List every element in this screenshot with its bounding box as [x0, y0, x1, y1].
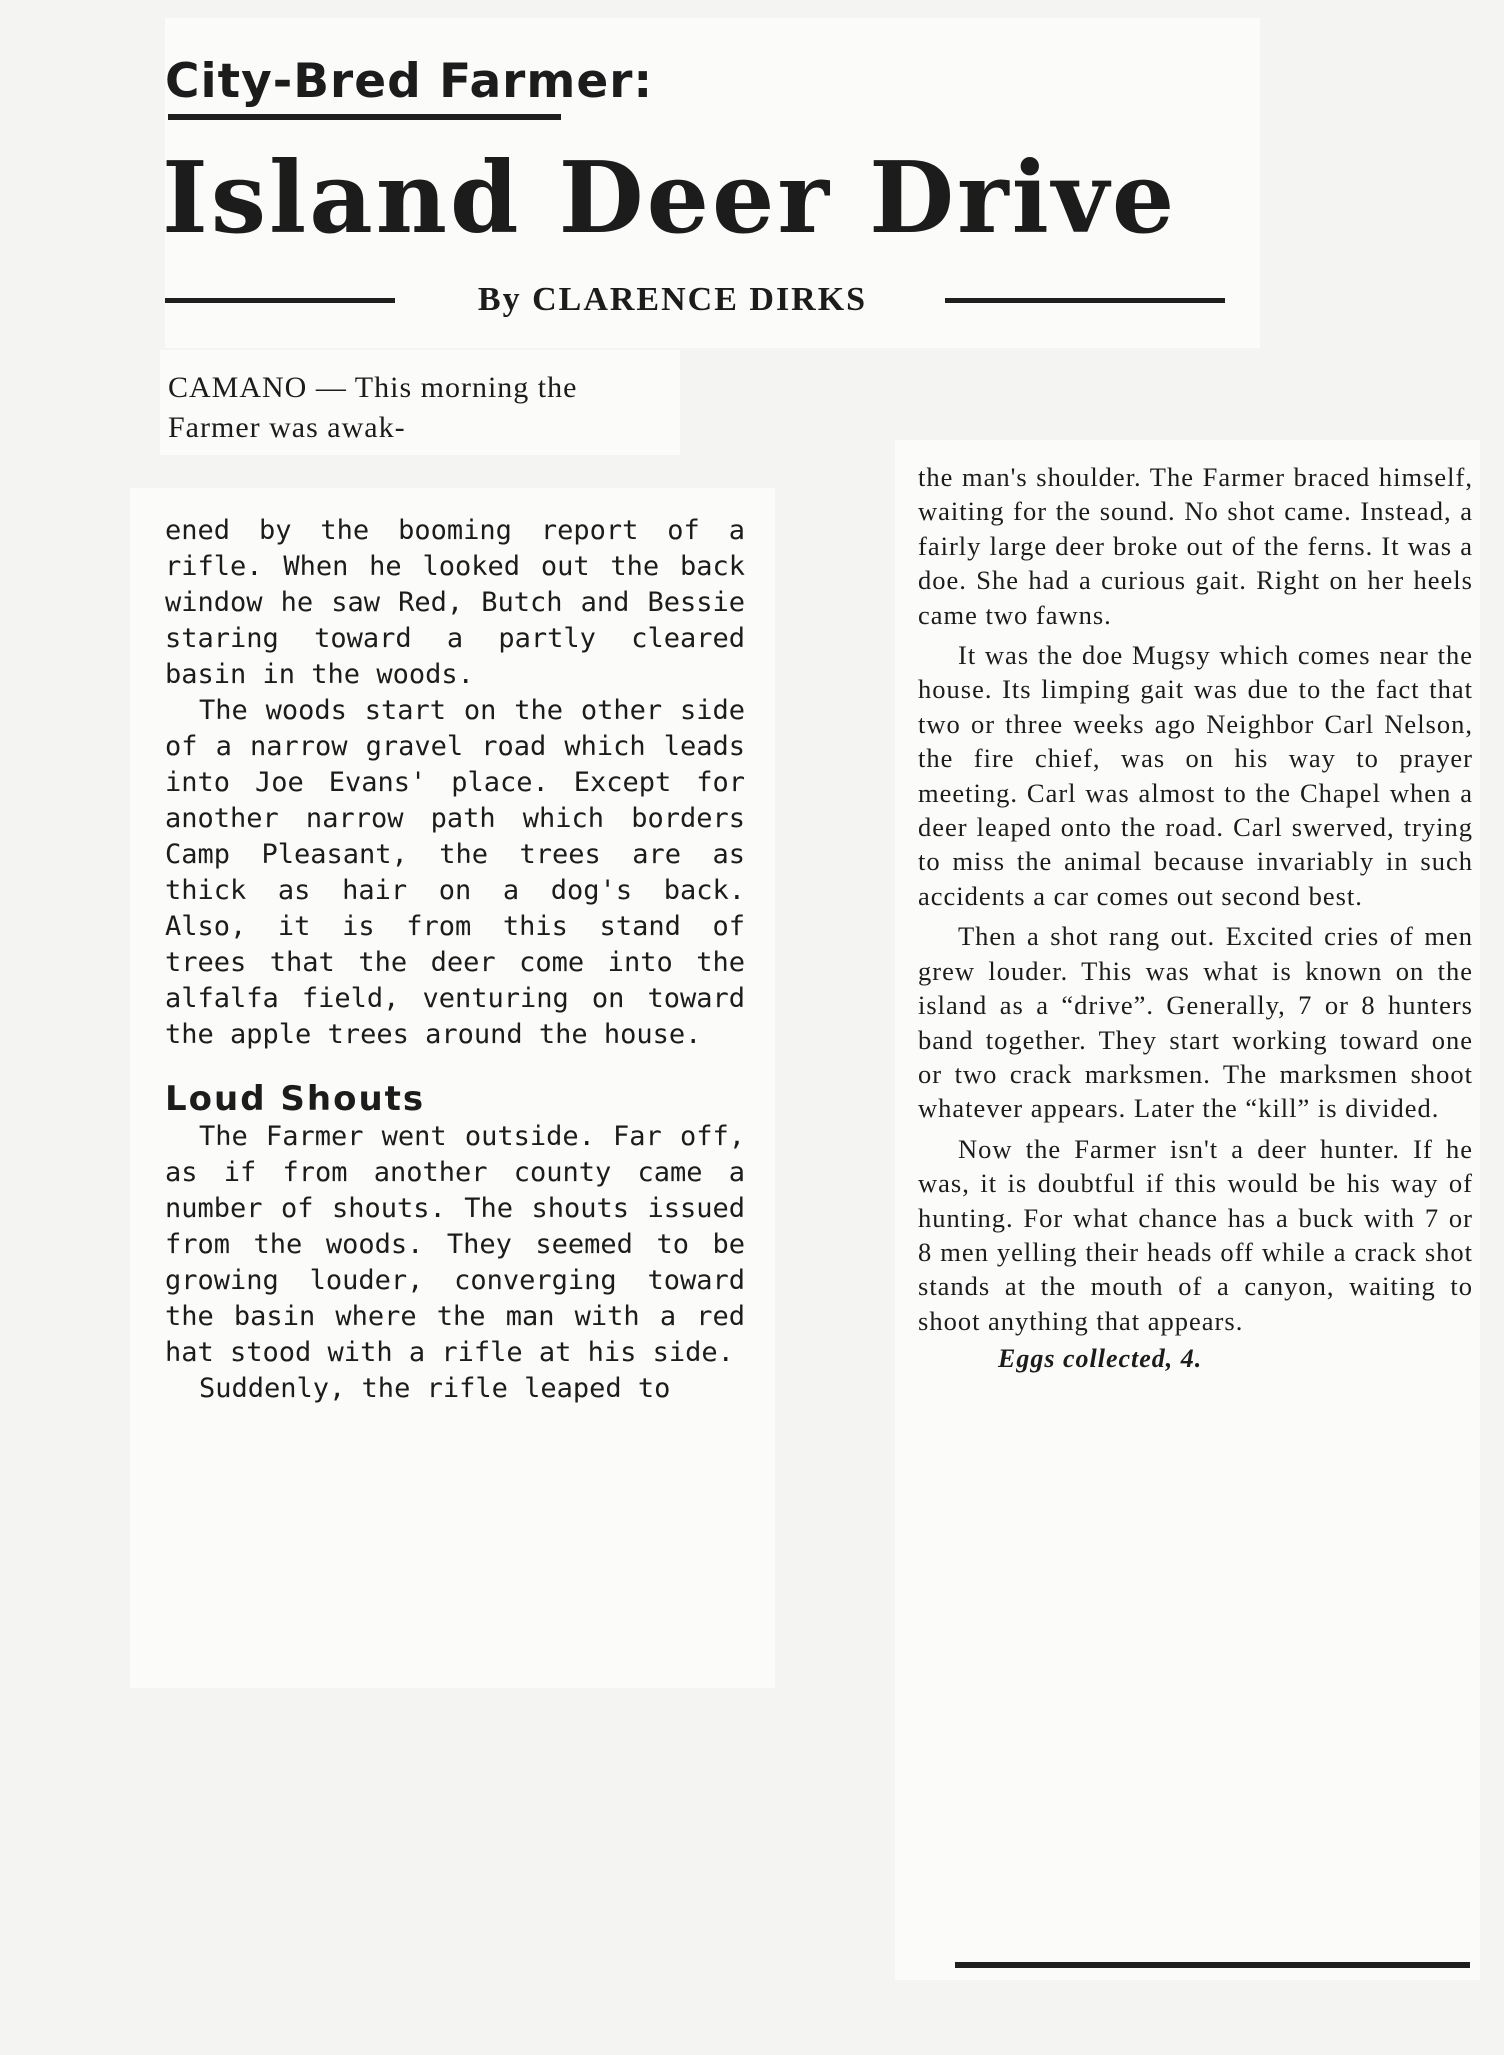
- left-paragraph-2: The woods start on the other side of a narrow gravel road which leads into Joe Evans' place. Except for another narrow path which borders Camp Pleasant, the trees are as thick as hair on a dog's back. Also, it is from this stand of trees that the deer come into the alfalfa field, venturing on toward the apple trees around the house.: [165, 695, 745, 1050]
- signoff: Eggs collected, 4.: [998, 1344, 1203, 1374]
- right-paragraph-3: Then a shot rang out. Excited cries of men grew louder. This was what is known on the island as a “drive”. Generally, 7 or 8 hunters band together. They start working toward one or two crack marksmen. The marksmen shoot whatever appears. Later the “kill” is divided.: [918, 921, 1473, 1124]
- byline-text: By CLARENCE DIRKS: [477, 281, 868, 318]
- byline: [165, 280, 1225, 320]
- end-rule: [955, 1962, 1470, 1968]
- kicker-underline: [168, 114, 561, 120]
- left-paragraph-4: Suddenly, the rifle leaped to: [199, 1373, 671, 1404]
- right-paragraph-4: Now the Farmer isn't a deer hunter. If he was, it is doubtful if this would be his way of hunting. For what chance has a buck with 7 or 8 men yelling their heads off while a crack shot stands at the mouth of a canyon, waiting to shoot anything that appears.: [918, 1133, 1473, 1336]
- byline-rule-right: [945, 298, 1225, 303]
- left-paragraph-1: ened by the booming report of a rifle. When he looked out the back window he saw Red, Butch and Bessie staring toward a partly cleared basin in the woods.: [165, 515, 745, 690]
- headline: Island Deer Drive: [162, 141, 1178, 256]
- kicker: City-Bred Farmer:: [165, 54, 654, 109]
- right-column: [918, 460, 1473, 1377]
- left-paragraph-3: The Farmer went outside. Far off, as if from another county came a number of shouts. The shouts issued from the woods. They seemed to be growing louder, converging toward the basin where the man with a red hat stood with a rifle at his side.: [165, 1121, 745, 1368]
- lead-paragraph: CAMANO — This morning the Farmer was awak-: [168, 371, 578, 444]
- left-column: [165, 513, 745, 1407]
- right-paragraph-1: the man's shoulder. The Farmer braced himself, waiting for the sound. No shot came. Instead, a fairly large deer broke out of the ferns. It was a doe. She had a curious gait. Right on her heels came two fawns.: [918, 462, 1473, 630]
- byline-rule-left: [165, 298, 395, 303]
- right-paragraph-2: It was the doe Mugsy which comes near the house. Its limping gait was due to the fact that two or three weeks ago Neighbor Carl Nelson, the fire chief, was on his way to prayer meeting. Carl was almost to the Chapel when a deer leaped onto the road. Carl swerved, trying to miss the animal because invariably in such accidents a car comes out second best.: [918, 640, 1473, 911]
- subhead: Loud Shouts: [165, 1079, 426, 1119]
